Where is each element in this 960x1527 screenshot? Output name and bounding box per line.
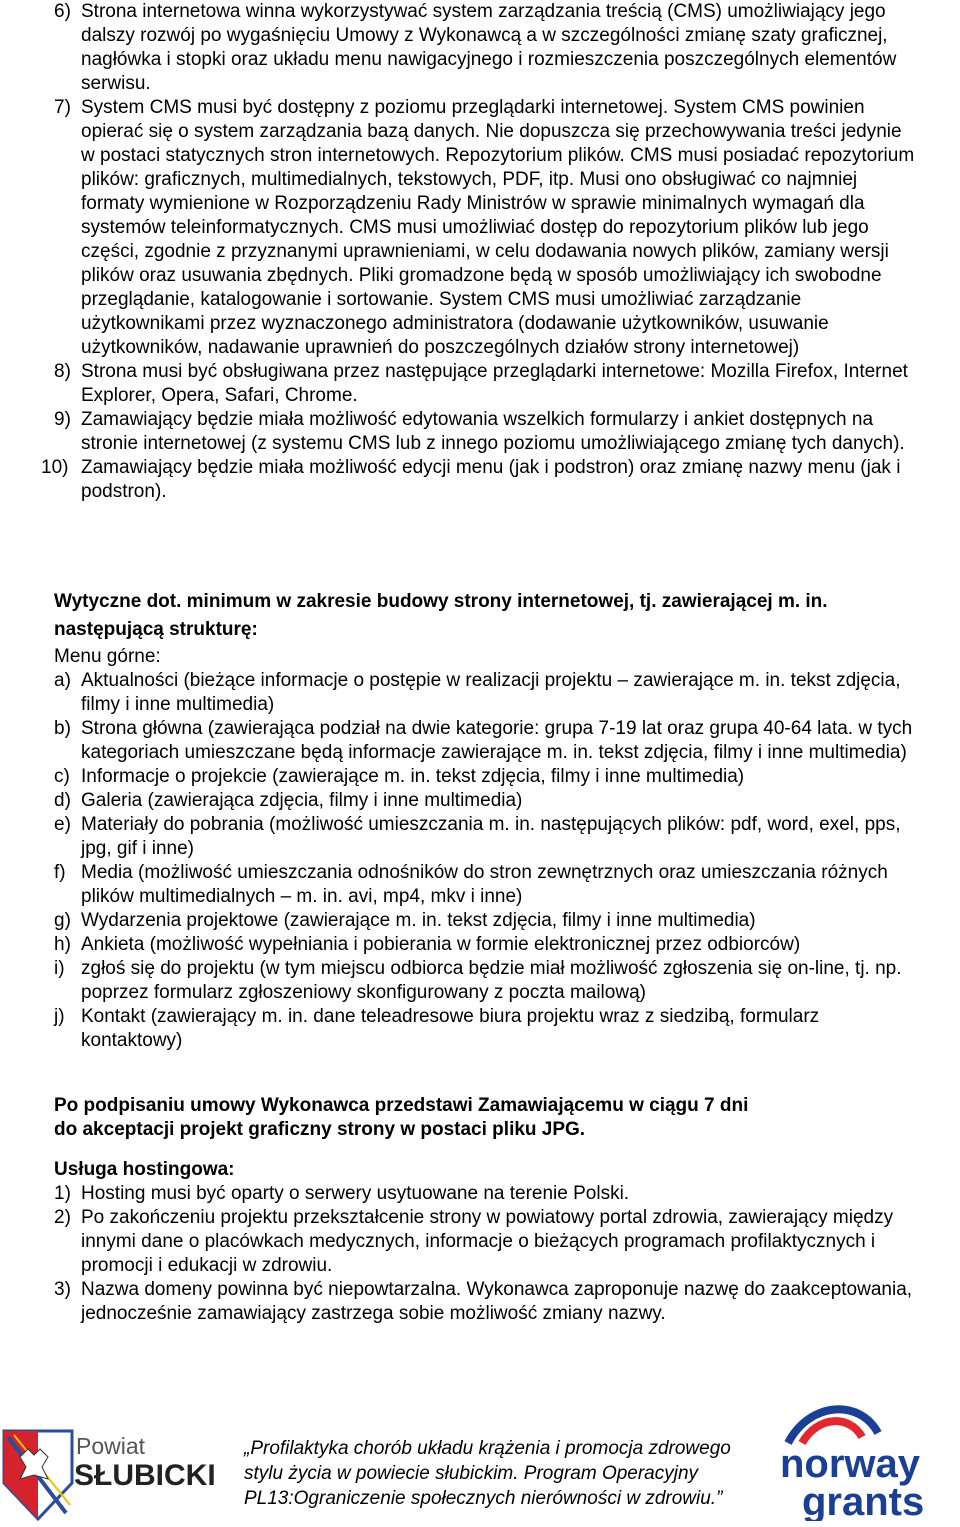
list-item xyxy=(0,1206,960,1278)
list-item-letter: f) xyxy=(54,862,66,883)
list-item-text: Nazwa domeny powinna być niepowtarzalna. Wykonawca zaproponuje nazwę do zaakceptowania, jednocześnie zamawiający zastrzega sobie możliwość zmiany nazwy. xyxy=(81,1279,913,1324)
list-item-letter: a) xyxy=(54,670,71,691)
norway-grants-swirl-icon xyxy=(780,1403,958,1521)
svg-text:grants: grants xyxy=(802,1480,925,1521)
list-item-text: Informacje o projekcie (zawierające m. in. tekst zdjęcia, filmy i inne multimedia) xyxy=(81,766,745,787)
program-line-2: stylu życia w powiecie słubickim. Program Operacyjny xyxy=(244,1463,699,1484)
list-item-text: Strona internetowa winna wykorzystywać system zarządzania treścią (CMS) umożliwiający jego dalszy rozwój po wygaśnięciu Umowy z Wykonawcą a w szczególności zmianę szaty graficznej, nagłówka i stopki oraz układu menu nawigacyjnego i rozmieszczenia poszczególnych elementów serwisu. xyxy=(81,1,897,94)
list-item-number: 3) xyxy=(54,1279,71,1300)
list-item-text: Zamawiający będzie miała możliwość edycji menu (jak i podstron) oraz zmianę nazwy menu (jak i podstron). xyxy=(81,457,901,502)
list-item xyxy=(0,1278,960,1326)
svg-text:SŁUBICKI: SŁUBICKI xyxy=(74,1459,216,1492)
list-item-letter: j) xyxy=(54,1006,65,1027)
program-line-1: „Profilaktyka chorób układu krążenia i promocja zdrowego xyxy=(244,1438,731,1459)
list-item-letter: b) xyxy=(54,718,71,739)
list-item-text: Media (możliwość umieszczania odnośników do stron zewnętrznych oraz umieszczania różnych plików multimedialnych – m. in. avi, mp4, mkv i inne) xyxy=(81,862,888,907)
list-item xyxy=(0,861,960,909)
requirements-list xyxy=(0,0,960,504)
list-item xyxy=(0,789,960,813)
list-item xyxy=(0,813,960,861)
list-item xyxy=(0,1005,960,1053)
acceptance-line-1: Po podpisaniu umowy Wykonawca przedstawi Zamawiającemu w ciągu 7 dni xyxy=(54,1095,749,1116)
list-item-text: Po zakończeniu projektu przekształcenie strony w powiatowy portal zdrowia, zawierający między innymi dane o placówkach medycznych, informacje o bieżących programach profilaktycznych i promocji i edukacji w zdrowiu. xyxy=(81,1207,894,1276)
list-item xyxy=(0,1182,960,1206)
hosting-list xyxy=(0,1182,960,1326)
list-item-text: Hosting musi być oparty o serwery usytuowane na terenie Polski. xyxy=(81,1183,630,1204)
list-item xyxy=(0,96,960,360)
page-footer xyxy=(0,1395,960,1526)
list-item-number: 7) xyxy=(54,97,71,118)
list-item-number: 9) xyxy=(54,409,71,430)
list-item xyxy=(0,717,960,765)
list-item xyxy=(0,0,960,96)
list-item-number: 1) xyxy=(54,1183,71,1204)
list-item-letter: i) xyxy=(54,958,65,979)
powiat-slubicki-logo xyxy=(0,1427,235,1527)
menu-label: Menu górne: xyxy=(54,646,161,667)
list-item-text: Ankieta (możliwość wypełniania i pobierania w formie elektronicznej przez odbiorców) xyxy=(81,934,801,955)
list-item-text: Galeria (zawierająca zdjęcia, filmy i inne multimedia) xyxy=(81,790,523,811)
list-item-number: 2) xyxy=(54,1207,71,1228)
list-item-text: zgłoś się do projektu (w tym miejscu odbiorca będzie miał możliwość zgłoszenia się on-line, tj. np. poprzez formularz zgłoszeniowy skonfigurowany z poczta mailową) xyxy=(81,958,902,1003)
coat-of-arms-icon xyxy=(0,1427,235,1522)
svg-text:norway: norway xyxy=(780,1442,921,1486)
list-item-text: Kontakt (zawierający m. in. dane teleadresowe biura projektu wraz z siedzibą, formularz kontaktowy) xyxy=(81,1006,820,1051)
list-item xyxy=(0,933,960,957)
list-item xyxy=(0,360,960,408)
structure-heading-line-1: Wytyczne dot. minimum w zakresie budowy strony internetowej, tj. zawierającej m. in. xyxy=(54,591,828,612)
program-description xyxy=(244,1436,804,1511)
list-item-letter: g) xyxy=(54,910,71,931)
menu-structure-list xyxy=(0,669,960,1053)
hosting-heading: Usługa hostingowa: xyxy=(54,1159,235,1180)
list-item xyxy=(0,909,960,933)
list-item-text: Materiały do pobrania (możliwość umieszczania m. in. następujących plików: pdf, word, exel, pps, jpg, gif i inne) xyxy=(81,814,901,859)
list-item xyxy=(0,456,960,504)
norway-grants-logo xyxy=(780,1403,958,1526)
list-item-text: Aktualności (bieżące informacje o postępie w realizacji projektu – zawierające m. in. tekst zdjęcia, filmy i inne multimedia) xyxy=(81,670,901,715)
list-item-number: 8) xyxy=(54,361,71,382)
list-item-letter: h) xyxy=(54,934,71,955)
list-item xyxy=(0,957,960,1005)
acceptance-line-2: do akceptacji projekt graficzny strony w postaci pliku JPG. xyxy=(54,1119,586,1140)
list-item xyxy=(0,765,960,789)
program-line-3: PL13:Ograniczenie społecznych nierówności w zdrowiu.” xyxy=(244,1488,723,1509)
list-item-number: 10) xyxy=(41,457,69,478)
list-item xyxy=(0,669,960,717)
list-item-text: Strona musi być obsługiwana przez następujące przeglądarki internetowe: Mozilla Firefox, Internet Explorer, Opera, Safari, Chrome. xyxy=(81,361,908,406)
list-item-letter: e) xyxy=(54,814,71,835)
list-item-text: Zamawiający będzie miała możliwość edytowania wszelkich formularzy i ankiet dostępnych na stronie internetowej (z systemu CMS lub z innego poziomu umożliwiającego zmianę tych danych). xyxy=(81,409,905,454)
list-item-text: Wydarzenia projektowe (zawierające m. in. tekst zdjęcia, filmy i inne multimedia) xyxy=(81,910,756,931)
structure-heading-line-2: następującą strukturę: xyxy=(54,619,258,640)
list-item-letter: d) xyxy=(54,790,71,811)
svg-text:Powiat: Powiat xyxy=(76,1433,146,1459)
list-item-text: Strona główna (zawierająca podział na dwie kategorie: grupa 7-19 lat oraz grupa 40-64 lata. w tych kategoriach umieszczane będą informacje zawierające m. in. tekst zdjęcia, filmy i inne multimedia) xyxy=(81,718,913,763)
list-item xyxy=(0,408,960,456)
list-item-text: System CMS musi być dostępny z poziomu przeglądarki internetowej. System CMS powinien opierać się o system zarządzania bazą danych. Nie dopuszcza się przechowywania treści jedynie w postaci statycznych stron internetowych. Repozytorium plików. CMS musi posiadać repozytorium plików: graficznych, multimedialnych, tekstowych, PDF, itp. Musi ono obsługiwać co najmniej formaty wymienione w Rozporządzeniu Rady Ministrów w sprawie minimalnych wymagań dla systemów teleinformatycznych. CMS musi umożliwiać dostęp do repozytorium plików lub jego części, zgodnie z przyznanymi uprawnieniami, w celu dodawania nowych plików, zamiany wersji plików oraz usuwania zbędnych. Pliki gromadzone będą w sposób umożliwiający ich swobodne przeglądanie, katalogowanie i sortowanie. System CMS musi umożliwiać zarządzanie użytkownikami przez wyznaczonego administratora (dodawanie użytkowników, usuwanie użytkowników, nadawanie uprawnień do poszczególnych działów strony internetowej) xyxy=(81,97,915,358)
list-item-letter: c) xyxy=(54,766,70,787)
list-item-number: 6) xyxy=(54,1,71,22)
